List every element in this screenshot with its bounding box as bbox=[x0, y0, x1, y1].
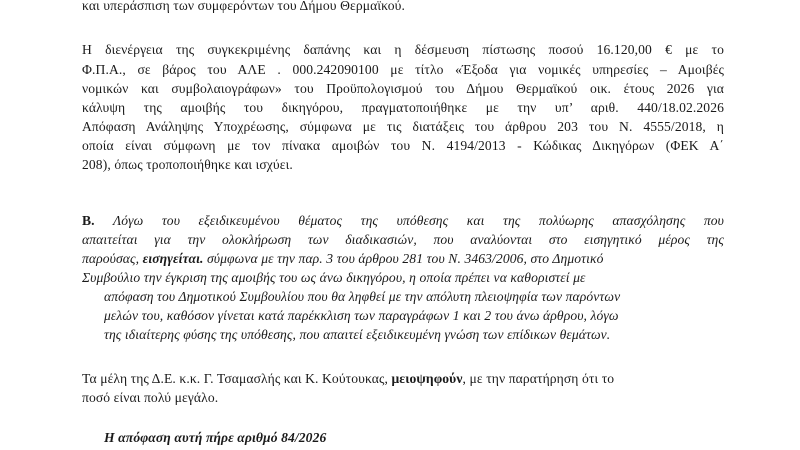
para3-line-1c: , με την παρατήρηση ότι το bbox=[462, 371, 615, 386]
para3-line-2: ποσό είναι πολύ μεγάλο. bbox=[82, 390, 219, 405]
para2-line-5: απόφαση του Δημοτικού Συμβουλίου που θα ληφθεί με την απόλυτη πλειοψηφία των παρόντων bbox=[104, 289, 621, 304]
decision-number: Η απόφαση αυτή πήρε αριθμό 84/2026 bbox=[104, 430, 327, 445]
para2-marker: Β. bbox=[82, 213, 95, 228]
para1-line-6: οποία είναι σύμφωνη με τον πίνακα αμοιβών του Ν. 4194/2013 - Κώδικας Δικηγόρων (ΦΕΚ Α΄ bbox=[82, 138, 724, 153]
para2-line-7: της ιδιαίτερης φύσης της υπόθεσης, που απαιτεί εξειδικευμένη γνώση των επίδικων θεμάτων. bbox=[104, 327, 611, 342]
para2-line-2: απαιτείται για την ολοκλήρωση των διαδικασιών, που αναλύονται στο εισηγητικό μέρος της bbox=[82, 232, 724, 247]
para2-line-1 bbox=[82, 213, 724, 229]
para1-line-3: νομικών και συμβολαιογράφων» του Προϋπολογισμού του Δήμου Θερμαϊκού οικ. έτους 2026 για bbox=[82, 81, 724, 96]
para2-line-6: μελών του, καθόσον γίνεται κατά παρέκκλιση των παραγράφων 1 και 2 του άνω άρθρου, λόγω bbox=[104, 308, 619, 323]
para3-meiopsifoun: μειοψηφούν bbox=[391, 371, 463, 386]
para2-line-1-text: Λόγω του εξειδικευμένου θέματος της υπόθεσης και της πολύωρης απασχόλησης που bbox=[112, 213, 724, 228]
para2-line-3a: παρούσας, bbox=[82, 251, 140, 266]
para2-eisigeitai: εισηγείται. bbox=[142, 251, 204, 266]
para1-line-4: κάλυψη της αμοιβής του δικηγόρου, πραγματοποιήθηκε με την υπ’ αριθ. 440/18.02.2026 bbox=[82, 100, 724, 115]
para1-line-5: Απόφαση Ανάληψης Υποχρέωσης, σύμφωνα με τις διατάξεις του άρθρου 203 του Ν. 4555/2018, η bbox=[82, 119, 724, 134]
intro-line: και υπεράσπιση των συμφερόντων του Δήμου Θερμαϊκού. bbox=[82, 0, 405, 13]
para3-line-1 bbox=[82, 371, 614, 387]
para1-line-2: Φ.Π.Α., σε βάρος του ΑΛΕ . 000.242090100 με τίτλο «Έξοδα για νομικές υπηρεσίες – Αμοιβές bbox=[82, 62, 724, 77]
para3-line-1a: Τα μέλη της Δ.Ε. κ.κ. Γ. Τσαμασλής και Κ. Κούτουκας, bbox=[82, 371, 388, 386]
para2-line-3c: σύμφωνα με την παρ. 3 του άρθρου 281 του Ν. 3463/2006, στο Δημοτικό bbox=[206, 251, 604, 266]
para1-line-7: 208), όπως τροποποιήθηκε και ισχύει. bbox=[82, 157, 293, 172]
para2-line-3 bbox=[82, 251, 604, 267]
para1-line-1: Η διενέργεια της συγκεκριμένης δαπάνης και η δέσμευση πίστωσης ποσού 16.120,00 € με το bbox=[82, 42, 724, 57]
para2-line-4: Συμβούλιο την έγκριση της αμοιβής του ως άνω δικηγόρου, η οποία πρέπει να καθοριστεί με bbox=[82, 270, 586, 285]
